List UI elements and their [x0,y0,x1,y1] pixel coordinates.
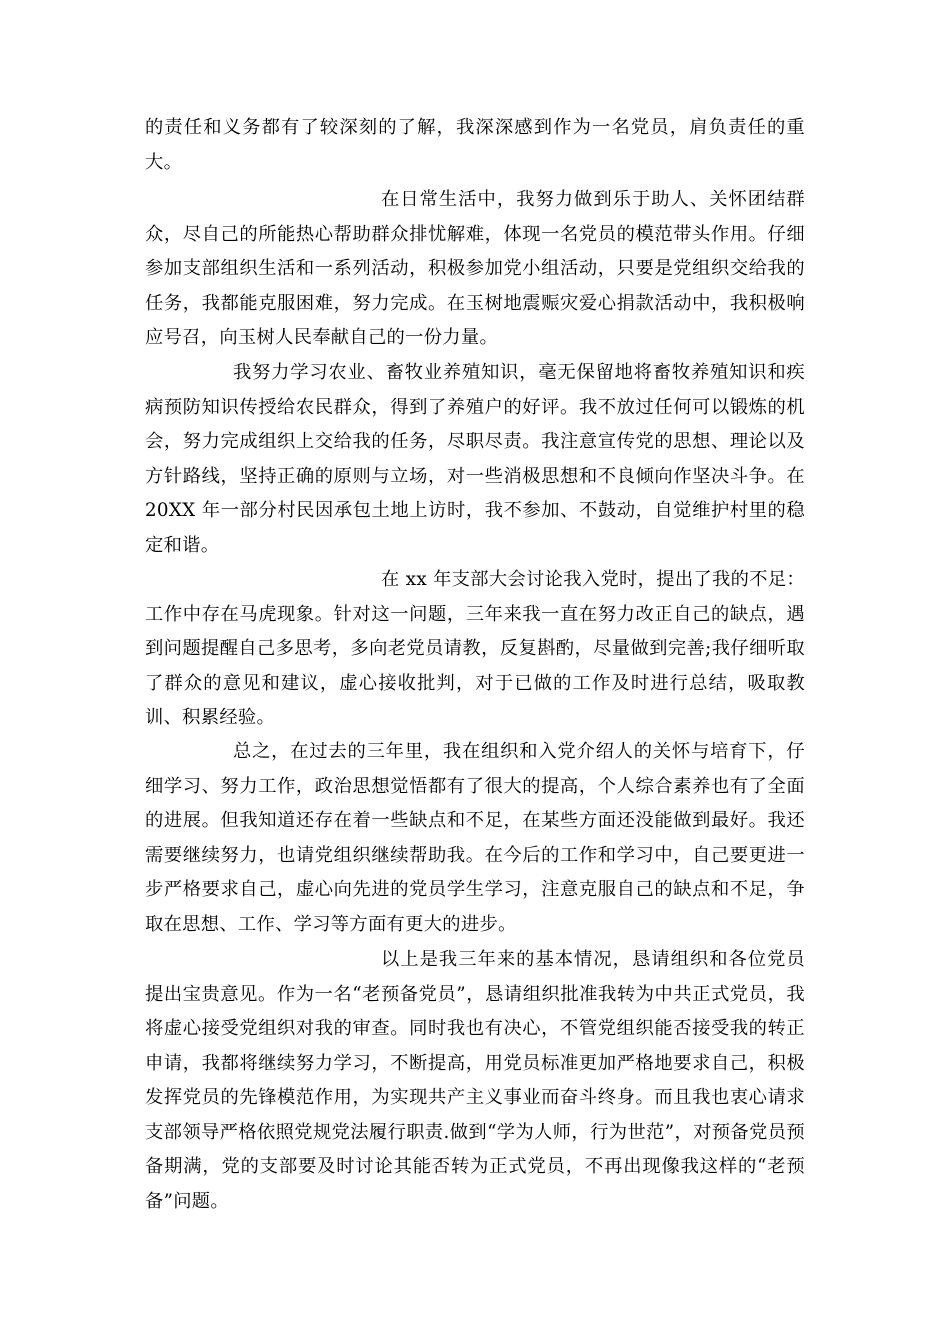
paragraph-1: 的责任和义务都有了较深刻的了解，我深深感到作为一名党员，肩负责任的重大。 [145,117,805,173]
paragraph-4: 在 xx 年支部大会讨论我入党时，提出了我的不足：工作中存在马虎现象。针对这一问题，三年来我一直在努力改正自己的缺点，遇到问题提醒自己多思考，多向老党员请教，反复斟酌，尽量做到完善;我仔细听取了群众的意见和建议，虚心接收批判，对于已做的工作及时进行总结，吸取教训、积累经验。 [145,569,805,728]
paragraph-5: 总之，在过去的三年里，我在组织和入党介绍人的关怀与培育下，仔细学习、努力工作，政治思想觉悟都有了很大的提高，个人综合素养也有了全面的进展。但我知道还存在着一些缺点和不足，在某些方面还没能做到最好。我还需要继续努力，也请党组织继续帮助我。在今后的工作和学习中，自己要更进一步严格要求自己，虚心向先进的党员学生学习，注意克服自己的缺点和不足，争取在思想、工作、学习等方面有更大的进步。 [145,741,805,935]
paragraph-6: 以上是我三年来的基本情况，恳请组织和各位党员提出宝贵意见。作为一名“老预备党员”，恳请组织批准我转为中共正式党员，我将虚心接受党组织对我的审查。同时我也有决心，不管党组织能否接受我的转正申请，我都将继续努力学习，不断提高，用党员标准更加严格地要求自己，积极发挥党员的先锋模范作用，为实现共产主义事业而奋斗终身。而且我也衷心请求支部领导严格依照党规党法履行职责.做到“学为人师，行为世范”，对预备党员预备期满，党的支部要及时讨论其能否转为正式党员，不再出现像我这样的“老预备”问题。 [145,949,805,1212]
paragraph-2: 在日常生活中，我努力做到乐于助人、关怀团结群众，尽自己的所能热心帮助群众排忧解难，体现一名党员的模范带头作用。仔细参加支部组织生活和一系列活动，积极参加党小组活动，只要是党组织交给我的任务，我都能克服困难，努力完成。在玉树地震赈灾爱心捐款活动中，我积极响应号召，向玉树人民奉献自己的一份力量。 [145,189,805,348]
paragraph-3: 我努力学习农业、畜牧业养殖知识，毫无保留地将畜牧养殖知识和疾病预防知识传授给农民群众，得到了养殖户的好评。我不放过任何可以锻炼的机会，努力完成组织上交给我的任务，尽职尽责。我注意宣传党的思想、理论以及方针路线，坚持正确的原则与立场，对一些消极思想和不良倾向作坚决斗争。在 20XX 年一部分村民因承包土地上访时，我不参加、不鼓动，自觉维护村里的稳定和谐。 [145,362,805,556]
